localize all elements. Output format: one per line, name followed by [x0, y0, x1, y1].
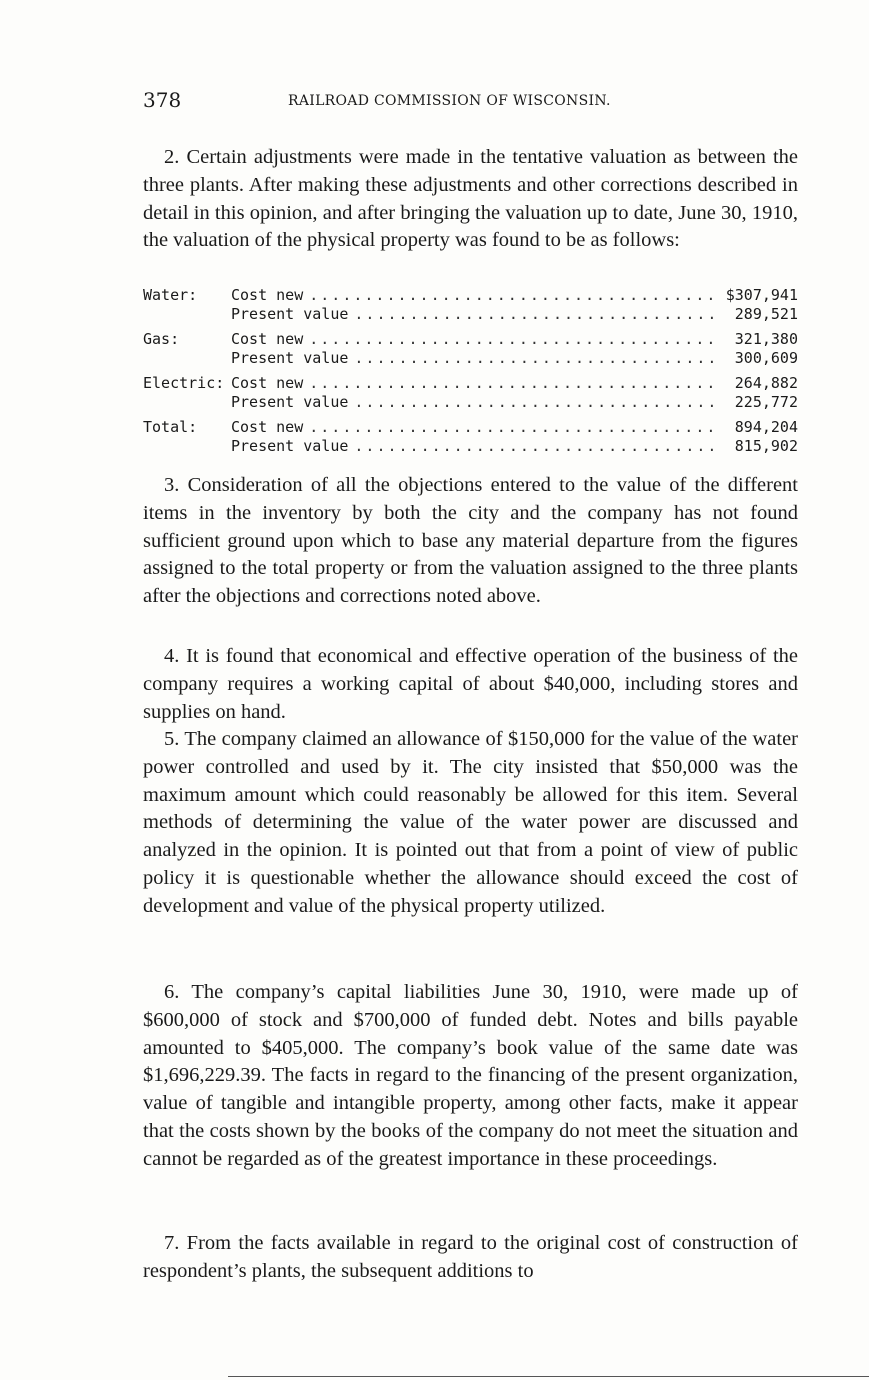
paragraph-6: 6. The company’s capital liabilities June 30, 1910, were made up of $600,000 of stock and $700,000 of funded debt. Notes and bills payable amounted to $405,000. The company’s book value of the same date was $1,696,229.39. The facts in regard to the financing of the present organization, value of tangible and intangible property, among other facts, make it appear that the costs shown by the books of the company do not meet the situation and cannot be regarded as of the greatest importance in these proceedings.: [143, 981, 798, 1170]
valuation-label: Present value: [231, 393, 349, 411]
valuation-label: Cost new: [231, 374, 304, 392]
valuation-table: [143, 286, 798, 462]
valuation-amount: $307,941: [725, 286, 798, 304]
valuation-label: Cost new: [231, 286, 304, 304]
valuation-category: Total:: [143, 418, 198, 436]
valuation-label: Present value: [231, 305, 349, 323]
paragraph-5: 5. The company claimed an allowance of $150,000 for the value of the water power controlled and used by it. The city insisted that $50,000 was the maximum amount which could reasonably be allowed for this item. Several methods of determining the value of the water power are discussed and analyzed in the opinion. It is pointed out that from a point of view of public policy it is questionable whether the allowance should exceed the cost of development and value of the physical property utilized.: [143, 728, 798, 917]
valuation-amount: 289,521: [734, 305, 798, 323]
paragraph-4: 4. It is found that economical and effective operation of the business of the company requires a working capital of about $40,000, including stores and supplies on hand.: [143, 645, 798, 723]
valuation-row: [143, 330, 798, 349]
valuation-amount: 264,882: [734, 374, 798, 392]
page-number: 378: [143, 88, 182, 112]
valuation-label: Cost new: [231, 418, 304, 436]
page-header: [143, 88, 798, 118]
bottom-rule: [228, 1376, 869, 1377]
valuation-amount: 300,609: [734, 349, 798, 367]
valuation-row: [143, 305, 798, 324]
paragraph-3: 3. Consideration of all the objections entered to the value of the different items in the inventory by both the city and the company has not found sufficient ground upon which to base any material departure from the figures assigned to the total property or from the valuation assigned to the three plants after the objections and corrections noted above.: [143, 474, 798, 608]
valuation-row: [143, 286, 798, 305]
valuation-group-total: [143, 418, 798, 456]
valuation-label: Present value: [231, 437, 349, 455]
valuation-amount: 815,902: [734, 437, 798, 455]
valuation-group-gas: [143, 330, 798, 368]
paragraph-7: 7. From the facts available in regard to the original cost of construction of respondent’s plants, the subsequent additions to: [143, 1232, 798, 1282]
valuation-row: [143, 393, 798, 412]
valuation-row: [143, 349, 798, 368]
valuation-group-electric: [143, 374, 798, 412]
valuation-category: Water:: [143, 286, 198, 304]
paragraph-2: 2. Certain adjustments were made in the tentative valuation as between the three plants. After making these adjustments and other corrections described in detail in this opinion, and after bringing the valuation up to date, June 30, 1910, the valuation of the physical property was found to be as follows:: [143, 146, 798, 252]
valuation-row: [143, 437, 798, 456]
valuation-row: [143, 374, 798, 393]
valuation-amount: 321,380: [734, 330, 798, 348]
running-title: RAILROAD COMMISSION OF WISCONSIN.: [288, 93, 611, 109]
valuation-amount: 225,772: [734, 393, 798, 411]
valuation-label: Cost new: [231, 330, 304, 348]
valuation-label: Present value: [231, 349, 349, 367]
valuation-row: [143, 418, 798, 437]
valuation-amount: 894,204: [734, 418, 798, 436]
valuation-group-water: [143, 286, 798, 324]
valuation-category: Gas:: [143, 330, 180, 348]
valuation-category: Electric:: [143, 374, 225, 392]
